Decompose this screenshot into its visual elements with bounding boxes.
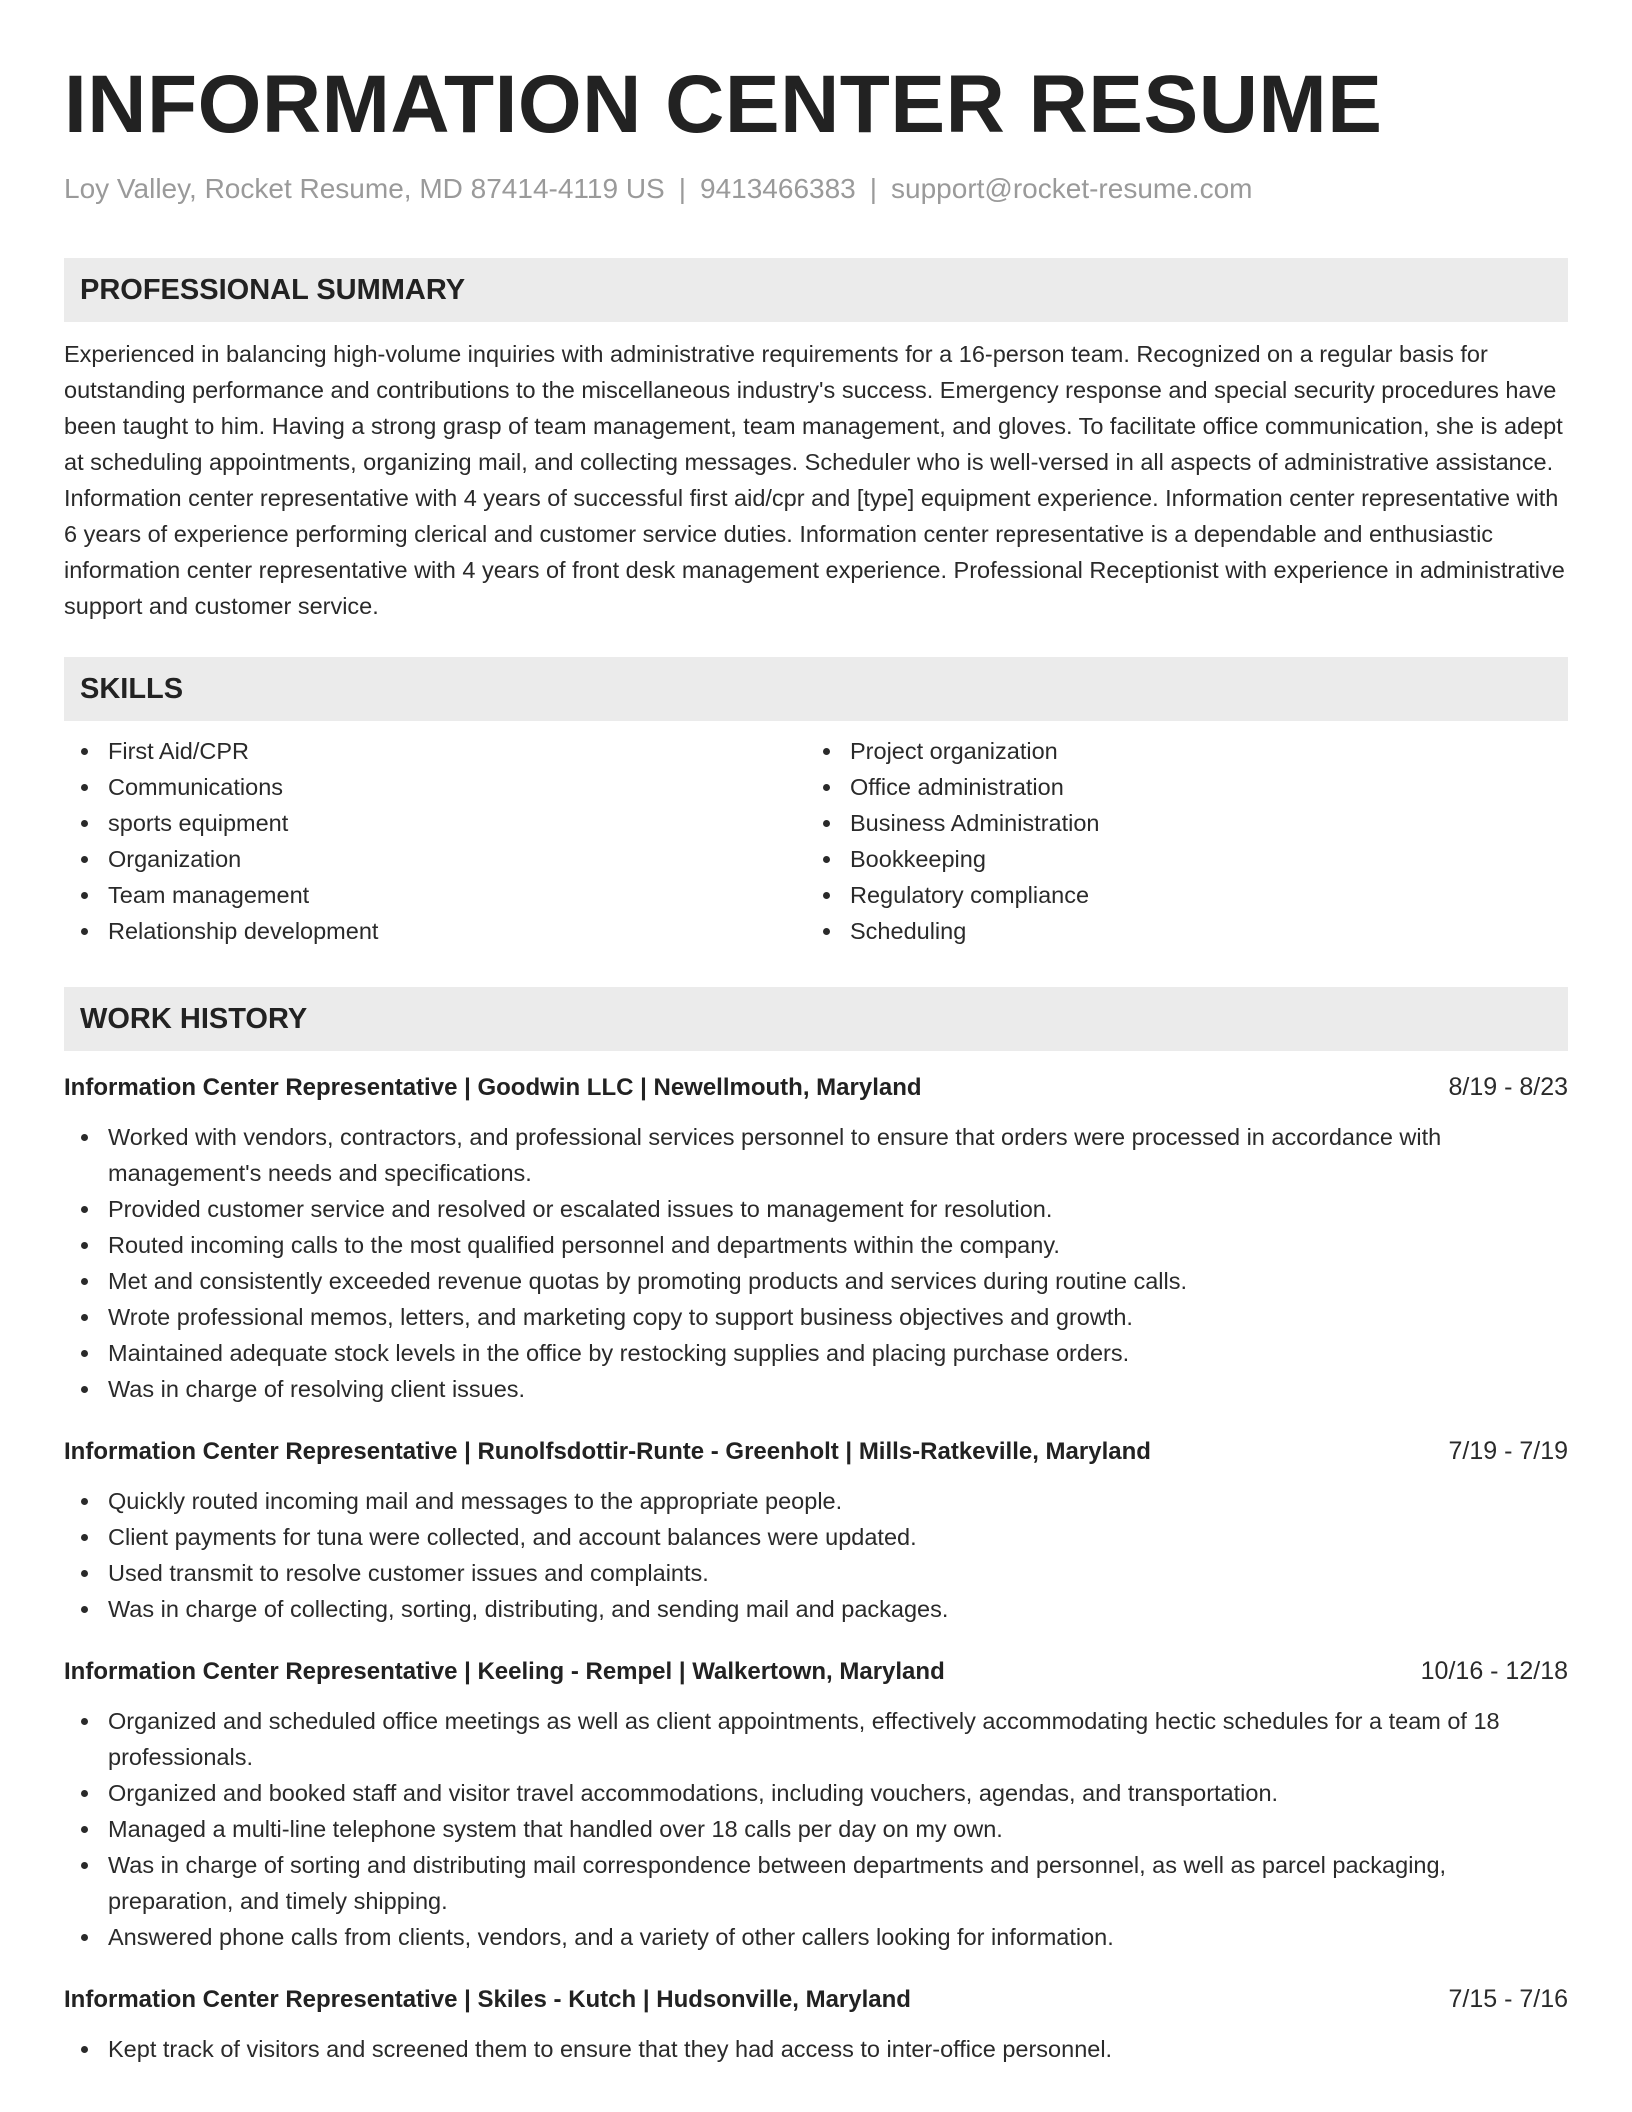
job-bullets bbox=[64, 2031, 1568, 2067]
skill-item: Relationship development bbox=[64, 913, 806, 949]
skill-item: Regulatory compliance bbox=[806, 877, 1548, 913]
skill-item: Organization bbox=[64, 841, 806, 877]
job-bullets bbox=[64, 1703, 1568, 1955]
job-bullet: Organized and scheduled office meetings as well as client appointments, effectively accommodating hectic schedules for a team of 18 professionals. bbox=[64, 1703, 1568, 1775]
skills-column-left bbox=[64, 733, 806, 949]
contact-email: support@rocket-resume.com bbox=[891, 173, 1253, 204]
summary-heading: PROFESSIONAL SUMMARY bbox=[64, 258, 1568, 322]
skill-item: Team management bbox=[64, 877, 806, 913]
job-header bbox=[64, 1069, 1568, 1105]
skills-heading: SKILLS bbox=[64, 657, 1568, 721]
skill-item: Scheduling bbox=[806, 913, 1548, 949]
skill-item: Communications bbox=[64, 769, 806, 805]
contact-address: Loy Valley, Rocket Resume, MD 87414-4119 US bbox=[64, 173, 665, 204]
job-header bbox=[64, 1981, 1568, 2017]
job-dates: 10/16 - 12/18 bbox=[1420, 1657, 1568, 1685]
contact-separator: | bbox=[869, 173, 878, 204]
resume-page bbox=[64, 0, 1568, 2067]
skill-item: sports equipment bbox=[64, 805, 806, 841]
job-bullet: Quickly routed incoming mail and messages to the appropriate people. bbox=[64, 1483, 1568, 1519]
contact-separator: | bbox=[678, 173, 687, 204]
job-bullet: Provided customer service and resolved or escalated issues to management for resolution. bbox=[64, 1191, 1568, 1227]
job-bullet: Worked with vendors, contractors, and professional services personnel to ensure that orders were processed in accordance with management's needs and specifications. bbox=[64, 1119, 1568, 1191]
job-entry bbox=[64, 1433, 1568, 1627]
job-header bbox=[64, 1653, 1568, 1689]
skill-item: First Aid/CPR bbox=[64, 733, 806, 769]
job-bullet: Was in charge of collecting, sorting, distributing, and sending mail and packages. bbox=[64, 1591, 1568, 1627]
job-bullets bbox=[64, 1483, 1568, 1627]
skills-grid bbox=[64, 733, 1568, 949]
job-dates: 8/19 - 8/23 bbox=[1448, 1073, 1568, 1101]
job-bullet: Was in charge of sorting and distributing mail correspondence between departments and personnel, as well as parcel packaging, preparation, and timely shipping. bbox=[64, 1847, 1568, 1919]
job-bullet: Used transmit to resolve customer issues and complaints. bbox=[64, 1555, 1568, 1591]
job-bullet: Managed a multi-line telephone system that handled over 18 calls per day on my own. bbox=[64, 1811, 1568, 1847]
skills-column-right bbox=[806, 733, 1548, 949]
job-bullet: Organized and booked staff and visitor travel accommodations, including vouchers, agendas, and transportation. bbox=[64, 1775, 1568, 1811]
job-bullets bbox=[64, 1119, 1568, 1407]
resume-title: INFORMATION CENTER RESUME bbox=[64, 59, 1383, 150]
job-bullet: Wrote professional memos, letters, and marketing copy to support business objectives and growth. bbox=[64, 1299, 1568, 1335]
skill-item: Business Administration bbox=[806, 805, 1548, 841]
skill-item: Bookkeeping bbox=[806, 841, 1548, 877]
job-title: Information Center Representative | Runolfsdottir-Runte - Greenholt | Mills-Ratkeville, Maryland bbox=[64, 1438, 1151, 1465]
skill-item: Office administration bbox=[806, 769, 1548, 805]
job-bullet: Met and consistently exceeded revenue quotas by promoting products and services during routine calls. bbox=[64, 1263, 1568, 1299]
job-header bbox=[64, 1433, 1568, 1469]
job-bullet: Was in charge of resolving client issues. bbox=[64, 1371, 1568, 1407]
contact-phone: 9413466383 bbox=[700, 173, 856, 204]
job-bullet: Maintained adequate stock levels in the office by restocking supplies and placing purchase orders. bbox=[64, 1335, 1568, 1371]
job-entry bbox=[64, 1069, 1568, 1407]
job-entry bbox=[64, 1653, 1568, 1955]
job-bullet: Routed incoming calls to the most qualified personnel and departments within the company. bbox=[64, 1227, 1568, 1263]
job-title: Information Center Representative | Skiles - Kutch | Hudsonville, Maryland bbox=[64, 1986, 911, 2013]
job-entry bbox=[64, 1981, 1568, 2067]
job-bullet: Client payments for tuna were collected, and account balances were updated. bbox=[64, 1519, 1568, 1555]
job-bullet: Answered phone calls from clients, vendors, and a variety of other callers looking for information. bbox=[64, 1919, 1568, 1955]
skill-item: Project organization bbox=[806, 733, 1548, 769]
job-dates: 7/15 - 7/16 bbox=[1448, 1985, 1568, 2013]
job-dates: 7/19 - 7/19 bbox=[1448, 1437, 1568, 1465]
job-title: Information Center Representative | Goodwin LLC | Newellmouth, Maryland bbox=[64, 1074, 922, 1101]
contact-line bbox=[64, 172, 1568, 206]
summary-text: Experienced in balancing high-volume inquiries with administrative requirements for a 16-person team. Recognized on a regular basis for outstanding performance and contributions to the miscellaneous industry's success. Emergency response and special security procedures have been taught to him. Having a strong grasp of team management, team management, and gloves. To facilitate office communication, she is adept at scheduling appointments, organizing mail, and collecting messages. Scheduler who is well-versed in all aspects of administrative assistance. Information center representative with 4 years of successful first aid/cpr and [type] equipment experience. Information center representative with 6 years of experience performing clerical and customer service duties. Information center representative is a dependable and enthusiastic information center representative with 4 years of front desk management experience. Professional Receptionist with experience in administrative support and customer service. bbox=[64, 341, 1565, 619]
job-bullet: Kept track of visitors and screened them to ensure that they had access to inter-office personnel. bbox=[64, 2031, 1568, 2067]
work-history-heading: WORK HISTORY bbox=[64, 987, 1568, 1051]
job-title: Information Center Representative | Keeling - Rempel | Walkertown, Maryland bbox=[64, 1658, 945, 1685]
